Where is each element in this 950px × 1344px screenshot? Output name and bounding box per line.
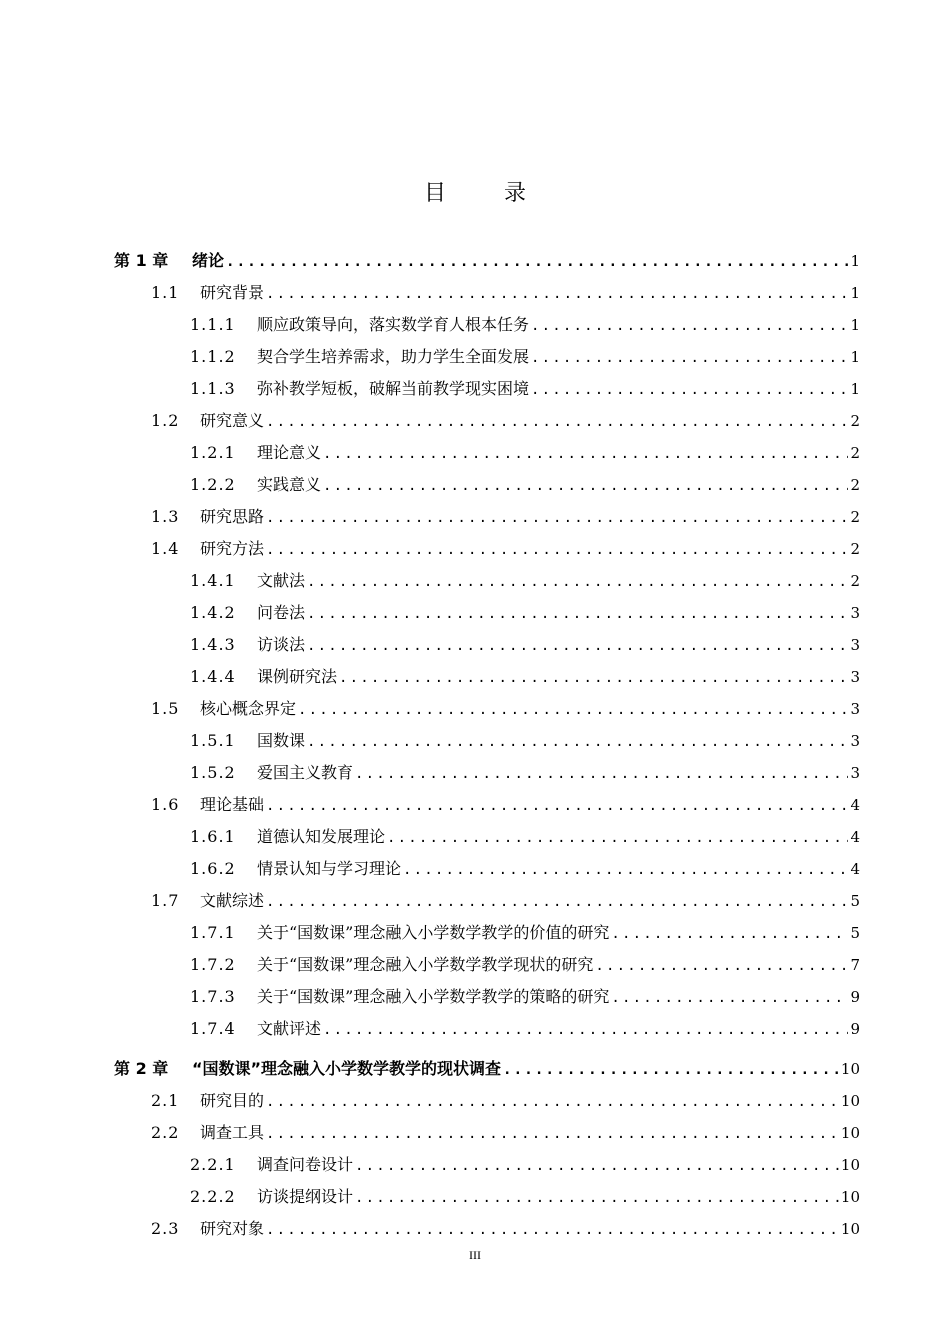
- toc-entry-page: 5: [850, 924, 860, 942]
- toc-entry-page: 3: [850, 764, 860, 782]
- toc-entry-page: 10: [840, 1188, 860, 1206]
- toc-entry-label: 核心概念界定: [200, 699, 297, 718]
- page-number-footer: III: [469, 1248, 481, 1262]
- toc-entry-label: 访谈提纲设计: [257, 1187, 354, 1206]
- toc-entry-number: 1.7.1: [190, 923, 236, 942]
- toc-entry-number: 1.2.1: [190, 443, 236, 462]
- toc-dot-leader: [307, 633, 848, 659]
- toc-dot-leader: [403, 857, 848, 883]
- toc-dot-leader: [355, 1185, 839, 1211]
- toc-entry-number: 1.4.2: [190, 603, 236, 622]
- toc-entry-label: 爱国主义教育: [257, 763, 354, 782]
- toc-chapter-entry[interactable]: [114, 248, 860, 274]
- toc-dot-leader: [307, 601, 848, 627]
- toc-section-entry[interactable]: [151, 696, 860, 722]
- toc-subsection-entry[interactable]: [190, 856, 860, 882]
- toc-entry-number: 1.5.1: [190, 731, 236, 750]
- toc-entry-label: 研究思路: [200, 507, 265, 526]
- toc-entry-label: 文献综述: [200, 891, 265, 910]
- toc-entry-page: 10: [840, 1124, 860, 1142]
- toc-dot-leader: [611, 985, 848, 1011]
- toc-entry-page: 2: [850, 476, 860, 494]
- toc-subsection-entry[interactable]: [190, 728, 860, 754]
- toc-entry-page: 3: [850, 700, 860, 718]
- toc-subsection-entry[interactable]: [190, 664, 860, 690]
- toc-subsection-entry[interactable]: [190, 472, 860, 498]
- toc-dot-leader: [323, 441, 848, 467]
- toc-dot-leader: [611, 921, 848, 947]
- toc-dot-leader: [266, 1121, 839, 1147]
- toc-dot-leader: [339, 665, 848, 691]
- toc-entry-number: 2.1: [151, 1091, 180, 1110]
- toc-dot-leader: [266, 537, 848, 563]
- toc-entry-label: 顺应政策导向，落实数学育人根本任务: [257, 315, 530, 334]
- toc-entry-label: 研究对象: [200, 1219, 265, 1238]
- toc-entry-number: 2.3: [151, 1219, 180, 1238]
- toc-entry-label: 契合学生培养需求，助力学生全面发展: [257, 347, 530, 366]
- toc-dot-leader: [355, 1153, 839, 1179]
- toc-entry-page: 2: [850, 444, 860, 462]
- toc-dot-leader: [307, 569, 848, 595]
- toc-subsection-entry[interactable]: [190, 376, 860, 402]
- toc-entry-number: 1.2: [151, 411, 180, 430]
- toc-entry-label: 理论意义: [257, 443, 322, 462]
- toc-entry-label: 情景认知与学习理论: [257, 859, 402, 878]
- toc-section-entry[interactable]: [151, 504, 860, 530]
- toc-entry-number: 1.6.1: [190, 827, 236, 846]
- toc-entry-page: 1: [850, 252, 860, 270]
- toc-subsection-entry[interactable]: [190, 600, 860, 626]
- toc-entry-number: 2.2.1: [190, 1155, 236, 1174]
- toc-entry-label: 研究意义: [200, 411, 265, 430]
- toc-title-right: 录: [504, 181, 527, 206]
- toc-dot-leader: [266, 409, 848, 435]
- toc-entry-label: 问卷法: [257, 603, 306, 622]
- toc-entry-number: 1.6: [151, 795, 180, 814]
- toc-entry-number: 1.7.3: [190, 987, 236, 1006]
- toc-entry-page: 3: [850, 636, 860, 654]
- toc-subsection-entry[interactable]: [190, 568, 860, 594]
- toc-entry-number: 2.2.2: [190, 1187, 236, 1206]
- toc-dot-leader: [531, 345, 848, 371]
- toc-subsection-entry[interactable]: [190, 1016, 860, 1042]
- toc-entry-label: 研究目的: [200, 1091, 265, 1110]
- toc-subsection-entry[interactable]: [190, 760, 860, 786]
- toc-entry-label: 文献法: [257, 571, 306, 590]
- toc-entry-page: 2: [850, 572, 860, 590]
- toc-dot-leader: [266, 1089, 839, 1115]
- toc-entry-number: 1.1.3: [190, 379, 236, 398]
- toc-section-entry[interactable]: [151, 536, 860, 562]
- toc-entry-number: 1.5: [151, 699, 180, 718]
- toc-entry-number: 1.7.2: [190, 955, 236, 974]
- toc-dot-leader: [531, 377, 848, 403]
- toc-entry-number: 1.4.1: [190, 571, 236, 590]
- toc-entry-number: 1.4: [151, 539, 180, 558]
- toc-entry-page: 3: [850, 668, 860, 686]
- toc-entry-number: 1.7: [151, 891, 180, 910]
- toc-entry-page: 10: [840, 1092, 860, 1110]
- toc-entry-number: 1.3: [151, 507, 180, 526]
- toc-section-entry[interactable]: [151, 1120, 860, 1146]
- toc-subsection-entry[interactable]: [190, 440, 860, 466]
- toc-entry-number: 1.1.2: [190, 347, 236, 366]
- toc-entry-label: 研究方法: [200, 539, 265, 558]
- toc-entry-page: 1: [850, 284, 860, 302]
- toc-entry-label: 关于“国数课”理念融入小学数学教学的价值的研究: [257, 923, 610, 942]
- toc-dot-leader: [355, 761, 848, 787]
- toc-entry-label: 调查工具: [200, 1123, 265, 1142]
- toc-entry-number: 1.7.4: [190, 1019, 236, 1038]
- toc-entry-page: 10: [840, 1060, 860, 1078]
- toc-entry-page: 1: [850, 316, 860, 334]
- toc-entry-page: 10: [840, 1220, 860, 1238]
- toc-entry-label: “国数课”理念融入小学数学教学的现状调查: [192, 1059, 502, 1078]
- toc-entry-label: 调查问卷设计: [257, 1155, 354, 1174]
- toc-section-entry[interactable]: [151, 1216, 860, 1242]
- toc-subsection-entry[interactable]: [190, 1152, 860, 1178]
- toc-entry-label: 关于“国数课”理念融入小学数学教学现状的研究: [257, 955, 594, 974]
- toc-dot-leader: [298, 697, 848, 723]
- toc-entry-label: 理论基础: [200, 795, 265, 814]
- toc-entry-label: 课例研究法: [257, 667, 338, 686]
- toc-entry-page: 9: [850, 988, 860, 1006]
- toc-entry-number: 1.1: [151, 283, 180, 302]
- toc-entry-number: 第 1 章: [114, 251, 169, 270]
- toc-title: [0, 176, 950, 207]
- toc-dot-leader: [226, 249, 848, 275]
- toc-entry-number: 1.5.2: [190, 763, 236, 782]
- toc-entry-number: 1.4.3: [190, 635, 236, 654]
- toc-subsection-entry[interactable]: [190, 952, 860, 978]
- toc-subsection-entry[interactable]: [190, 312, 860, 338]
- toc-dot-leader: [266, 1217, 839, 1243]
- toc-subsection-entry[interactable]: [190, 920, 860, 946]
- toc-entry-page: 3: [850, 604, 860, 622]
- toc-entry-number: 1.4.4: [190, 667, 236, 686]
- toc-entry-label: 访谈法: [257, 635, 306, 654]
- toc-subsection-entry[interactable]: [190, 344, 860, 370]
- toc-dot-leader: [531, 313, 848, 339]
- toc-subsection-entry[interactable]: [190, 1184, 860, 1210]
- toc-entry-page: 4: [850, 860, 860, 878]
- toc-entry-label: 道德认知发展理论: [257, 827, 386, 846]
- toc-dot-leader: [323, 473, 848, 499]
- toc-entry-number: 2.2: [151, 1123, 180, 1142]
- toc-subsection-entry[interactable]: [190, 824, 860, 850]
- toc-entry-label: 研究背景: [200, 283, 265, 302]
- toc-entry-page: 1: [850, 380, 860, 398]
- toc-entry-page: 9: [850, 1020, 860, 1038]
- toc-title-left: 目: [423, 181, 446, 206]
- toc-entry-page: 2: [850, 508, 860, 526]
- toc-dot-leader: [307, 729, 848, 755]
- toc-subsection-entry[interactable]: [190, 984, 860, 1010]
- toc-dot-leader: [266, 281, 848, 307]
- toc-entry-label: 关于“国数课”理念融入小学数学教学的策略的研究: [257, 987, 610, 1006]
- toc-entry-page: 5: [850, 892, 860, 910]
- toc-entry-page: 10: [840, 1156, 860, 1174]
- toc-entry-page: 4: [850, 828, 860, 846]
- toc-entry-label: 文献评述: [257, 1019, 322, 1038]
- toc-dot-leader: [266, 793, 848, 819]
- toc-dot-leader: [323, 1017, 848, 1043]
- toc-entry-page: 4: [850, 796, 860, 814]
- toc-entry-label: 弥补教学短板，破解当前教学现实困境: [257, 379, 530, 398]
- toc-entry-number: 1.2.2: [190, 475, 236, 494]
- toc-entry-label: 绪论: [192, 251, 225, 270]
- toc-entry-page: 2: [850, 412, 860, 430]
- toc-dot-leader: [503, 1057, 839, 1083]
- toc-section-entry[interactable]: [151, 408, 860, 434]
- toc-section-entry[interactable]: [151, 888, 860, 914]
- toc-entry-number: 1.1.1: [190, 315, 236, 334]
- toc-section-entry[interactable]: [151, 792, 860, 818]
- toc-entry-page: 2: [850, 540, 860, 558]
- toc-entry-label: 实践意义: [257, 475, 322, 494]
- toc-section-entry[interactable]: [151, 1088, 860, 1114]
- toc-entry-label: 国数课: [257, 731, 306, 750]
- toc-section-entry[interactable]: [151, 280, 860, 306]
- toc-entry-page: 7: [850, 956, 860, 974]
- toc-dot-leader: [266, 889, 848, 915]
- toc-entry-page: 1: [850, 348, 860, 366]
- toc-dot-leader: [387, 825, 848, 851]
- toc-subsection-entry[interactable]: [190, 632, 860, 658]
- toc-entry-page: 3: [850, 732, 860, 750]
- toc-dot-leader: [595, 953, 848, 979]
- toc-entry-number: 1.6.2: [190, 859, 236, 878]
- toc-chapter-entry[interactable]: [114, 1056, 860, 1082]
- toc-entry-number: 第 2 章: [114, 1059, 169, 1078]
- toc-dot-leader: [266, 505, 848, 531]
